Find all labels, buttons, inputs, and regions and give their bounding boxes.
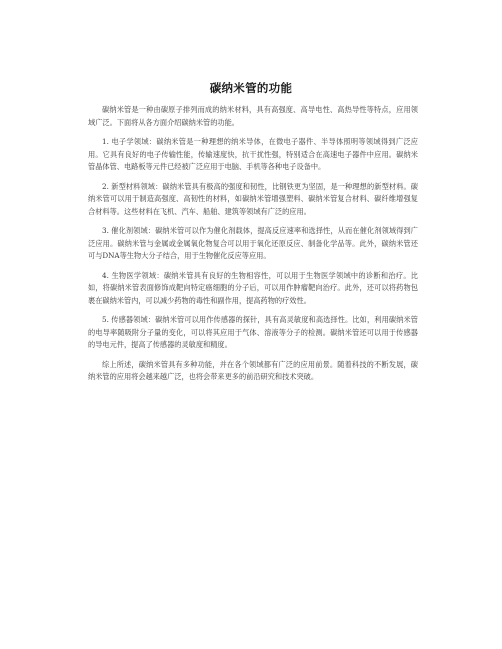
document-title: 碳纳米管的功能 bbox=[209, 81, 293, 95]
paragraph-intro: 碳纳米管是一种由碳原子排列而成的纳米材料，具有高强度、高导电性、高热导性等特点，应用领域广泛。下面将从各方面介绍碳纳米管的功能。 bbox=[88, 105, 418, 127]
paragraph-electronics: 1. 电子学领域：碳纳米管是一种理想的纳米导体，在微电子器件、半导体照明等领域得到广泛应用。它具有良好的电子传输性能，传输速度快，抗干扰性强，特别适合在高速电子器件中应用。碳纳米管晶体管、电路板等元件已经被广泛应用于电脑、手机等各种电子设备中。 bbox=[88, 137, 418, 171]
paragraph-sensors: 5. 传感器领域：碳纳米管可以用作传感器的探针，具有高灵敏度和高选择性。比如，利用碳纳米管的电导率随吸附分子量的变化，可以将其应用于气体、溶液等分子的检测。碳纳米管还可以用于传感器的导电元件，提高了传感器的灵敏度和精度。 bbox=[88, 315, 418, 349]
paragraph-materials: 2. 新型材料领域：碳纳米管具有极高的强度和韧性，比钢铁更为坚固，是一种理想的新型材料。碳纳米管可以用于制造高强度、高韧性的材料，如碳纳米管增强塑料、碳纳米管复合材料、碳纤维增强复合材料等。这些材料在飞机、汽车、船舶、建筑等领域有广泛的应用。 bbox=[88, 181, 418, 216]
paragraph-biomedical: 4. 生物医学领域：碳纳米管具有良好的生物相容性，可以用于生物医学领域中的诊断和治疗。比如，将碳纳米管表面修饰成靶向特定癌细胞的分子后，可以用作肿瘤靶向治疗。此外，还可以将药物包裹在碳纳米管内，可以减少药物的毒性和副作用，提高药物的疗效性。 bbox=[88, 270, 418, 305]
paragraph-catalyst: 3. 催化剂领域：碳纳米管可以作为催化剂载体，提高反应速率和选择性，从而在催化剂领域得到广泛应用。碳纳米管与金属或金属氧化物复合可以用于氧化还原反应、制备化学品等。此外，碳纳米管还可与DNA等生物大分子结合，用于生物催化反应等应用。 bbox=[88, 226, 418, 260]
paragraph-conclusion: 综上所述，碳纳米管具有多种功能，并在各个领域都有广泛的应用前景。随着科技的不断发展，碳纳米管的应用将会越来越广泛，也将会带来更多的前沿研究和技术突破。 bbox=[88, 359, 418, 381]
document-body bbox=[88, 104, 418, 391]
